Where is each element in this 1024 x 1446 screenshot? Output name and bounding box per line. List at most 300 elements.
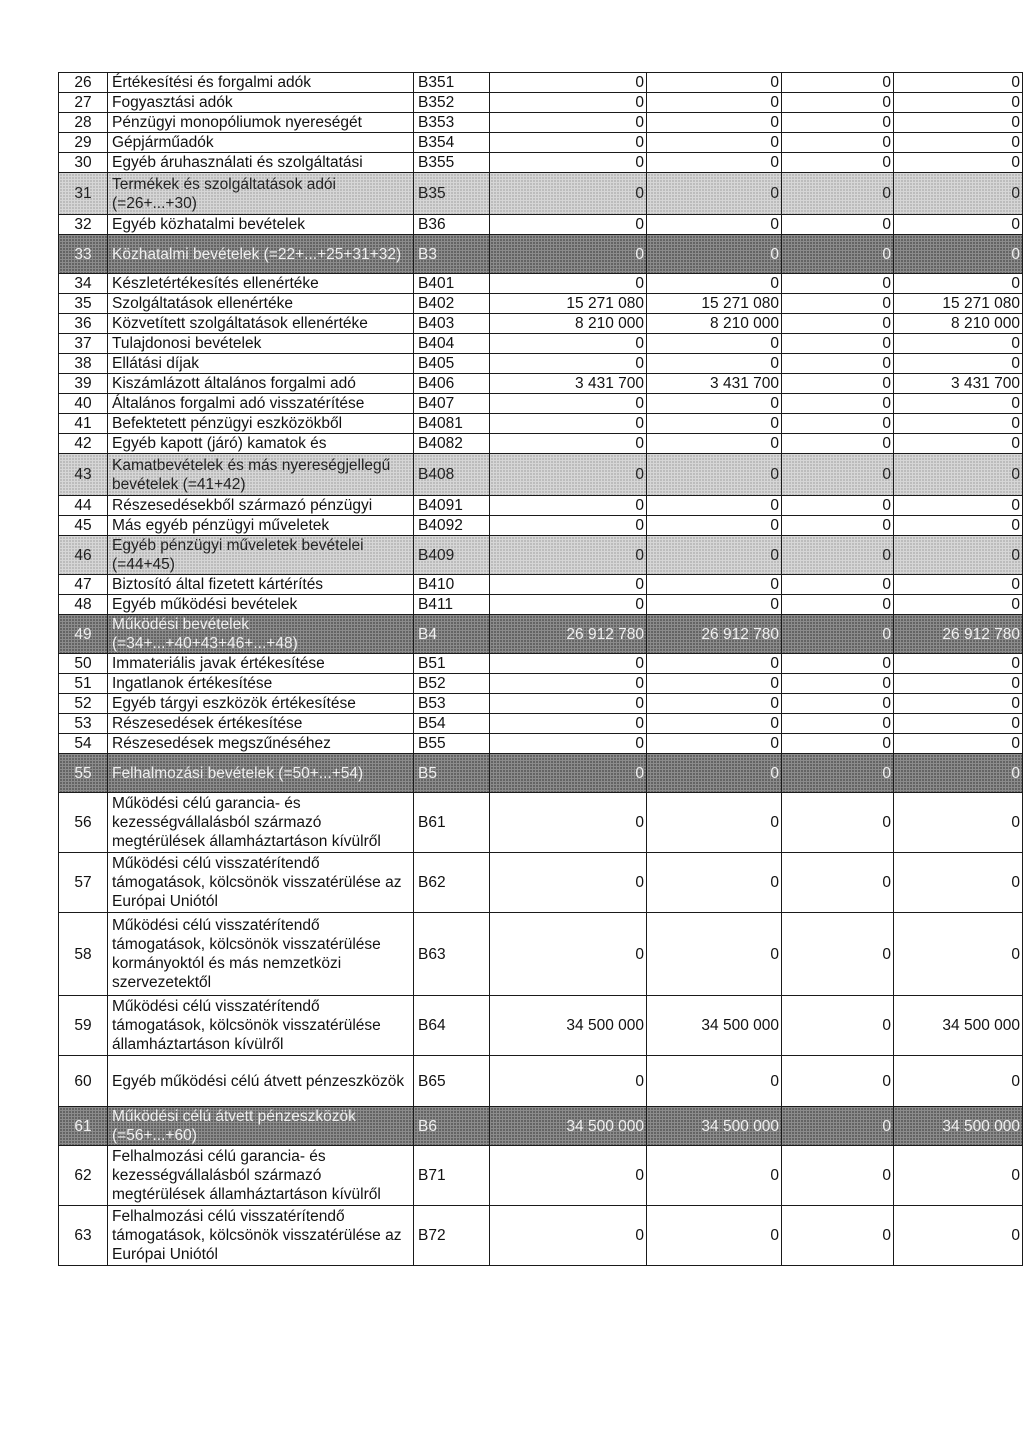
revenue-table bbox=[58, 72, 1023, 1266]
value-col-3: 0 bbox=[782, 414, 894, 434]
value-col-1: 0 bbox=[490, 516, 647, 536]
row-number: 60 bbox=[59, 1056, 108, 1107]
value-col-3: 0 bbox=[782, 314, 894, 334]
value-col-4: 0 bbox=[894, 575, 1023, 595]
row-description: Egyéb kapott (járó) kamatok és bbox=[108, 434, 414, 454]
row-code: B55 bbox=[414, 734, 490, 754]
row-description: Tulajdonosi bevételek bbox=[108, 334, 414, 354]
value-col-2: 15 271 080 bbox=[647, 294, 782, 314]
value-col-2: 0 bbox=[647, 1146, 782, 1206]
row-number: 35 bbox=[59, 294, 108, 314]
row-description: Működési célú visszatérítendő támogatások, kölcsönök visszatérülése kormányoktól és más nemzetközi szervezetektől bbox=[108, 913, 414, 996]
value-col-3: 0 bbox=[782, 1056, 894, 1107]
table-row bbox=[59, 654, 1023, 674]
value-col-1: 0 bbox=[490, 536, 647, 575]
row-description: Fogyasztási adók bbox=[108, 93, 414, 113]
value-col-1: 0 bbox=[490, 454, 647, 496]
row-code: B64 bbox=[414, 996, 490, 1056]
row-code: B4082 bbox=[414, 434, 490, 454]
value-col-3: 0 bbox=[782, 536, 894, 575]
value-col-3: 0 bbox=[782, 996, 894, 1056]
value-col-3: 0 bbox=[782, 93, 894, 113]
value-col-4: 0 bbox=[894, 536, 1023, 575]
table-row bbox=[59, 294, 1023, 314]
row-description: Más egyéb pénzügyi műveletek bbox=[108, 516, 414, 536]
row-number: 38 bbox=[59, 354, 108, 374]
row-number: 44 bbox=[59, 496, 108, 516]
table-row bbox=[59, 1146, 1023, 1206]
value-col-4: 0 bbox=[894, 434, 1023, 454]
table-row bbox=[59, 113, 1023, 133]
value-col-3: 0 bbox=[782, 294, 894, 314]
row-description: Részesedések megszűnéséhez bbox=[108, 734, 414, 754]
row-number: 31 bbox=[59, 173, 108, 215]
value-col-2: 0 bbox=[647, 694, 782, 714]
value-col-3: 0 bbox=[782, 153, 894, 173]
value-col-2: 0 bbox=[647, 496, 782, 516]
value-col-1: 0 bbox=[490, 73, 647, 93]
value-col-4: 34 500 000 bbox=[894, 996, 1023, 1056]
value-col-3: 0 bbox=[782, 454, 894, 496]
value-col-4: 0 bbox=[894, 113, 1023, 133]
value-col-1: 0 bbox=[490, 153, 647, 173]
row-number: 36 bbox=[59, 314, 108, 334]
row-code: B6 bbox=[414, 1107, 490, 1146]
value-col-1: 0 bbox=[490, 394, 647, 414]
value-col-4: 0 bbox=[894, 354, 1023, 374]
value-col-3: 0 bbox=[782, 434, 894, 454]
table-row bbox=[59, 575, 1023, 595]
row-description: Működési célú visszatérítendő támogatások, kölcsönök visszatérülése államháztartáson kívülről bbox=[108, 996, 414, 1056]
value-col-4: 0 bbox=[894, 694, 1023, 714]
value-col-1: 0 bbox=[490, 793, 647, 853]
row-description: Kamatbevételek és más nyereségjellegű bevételek (=41+42) bbox=[108, 454, 414, 496]
row-number: 37 bbox=[59, 334, 108, 354]
value-col-3: 0 bbox=[782, 394, 894, 414]
value-col-4: 0 bbox=[894, 1146, 1023, 1206]
value-col-4: 8 210 000 bbox=[894, 314, 1023, 334]
row-code: B72 bbox=[414, 1206, 490, 1266]
value-col-2: 0 bbox=[647, 414, 782, 434]
value-col-2: 0 bbox=[647, 714, 782, 734]
row-number: 42 bbox=[59, 434, 108, 454]
value-col-1: 0 bbox=[490, 1146, 647, 1206]
row-code: B403 bbox=[414, 314, 490, 334]
row-number: 32 bbox=[59, 215, 108, 235]
row-number: 55 bbox=[59, 754, 108, 793]
value-col-1: 0 bbox=[490, 354, 647, 374]
value-col-1: 0 bbox=[490, 754, 647, 793]
row-description: Közhatalmi bevételek (=22+...+25+31+32) bbox=[108, 235, 414, 274]
value-col-2: 0 bbox=[647, 215, 782, 235]
table-row bbox=[59, 153, 1023, 173]
row-number: 62 bbox=[59, 1146, 108, 1206]
value-col-1: 26 912 780 bbox=[490, 615, 647, 654]
row-description: Felhalmozási bevételek (=50+...+54) bbox=[108, 754, 414, 793]
table-row bbox=[59, 793, 1023, 853]
value-col-4: 0 bbox=[894, 595, 1023, 615]
value-col-3: 0 bbox=[782, 173, 894, 215]
value-col-4: 3 431 700 bbox=[894, 374, 1023, 394]
value-col-3: 0 bbox=[782, 575, 894, 595]
table-row bbox=[59, 516, 1023, 536]
table-row bbox=[59, 93, 1023, 113]
row-code: B411 bbox=[414, 595, 490, 615]
value-col-3: 0 bbox=[782, 215, 894, 235]
value-col-1: 0 bbox=[490, 674, 647, 694]
value-col-2: 0 bbox=[647, 133, 782, 153]
row-description: Működési célú visszatérítendő támogatások, kölcsönök visszatérülése az Európai Uniótól bbox=[108, 853, 414, 913]
row-number: 40 bbox=[59, 394, 108, 414]
row-description: Szolgáltatások ellenértéke bbox=[108, 294, 414, 314]
table-row bbox=[59, 615, 1023, 654]
row-description: Általános forgalmi adó visszatérítése bbox=[108, 394, 414, 414]
value-col-3: 0 bbox=[782, 913, 894, 996]
value-col-3: 0 bbox=[782, 654, 894, 674]
row-number: 27 bbox=[59, 93, 108, 113]
value-col-3: 0 bbox=[782, 133, 894, 153]
row-number: 43 bbox=[59, 454, 108, 496]
row-description: Egyéb tárgyi eszközök értékesítése bbox=[108, 694, 414, 714]
row-code: B62 bbox=[414, 853, 490, 913]
row-number: 34 bbox=[59, 274, 108, 294]
table-row bbox=[59, 314, 1023, 334]
value-col-4: 0 bbox=[894, 516, 1023, 536]
row-description: Felhalmozási célú visszatérítendő támogatások, kölcsönök visszatérülése az Európai Uniótól bbox=[108, 1206, 414, 1266]
value-col-3: 0 bbox=[782, 235, 894, 274]
row-code: B52 bbox=[414, 674, 490, 694]
table-body bbox=[59, 73, 1023, 1266]
row-code: B53 bbox=[414, 694, 490, 714]
value-col-4: 15 271 080 bbox=[894, 294, 1023, 314]
row-number: 26 bbox=[59, 73, 108, 93]
value-col-4: 0 bbox=[894, 674, 1023, 694]
value-col-1: 0 bbox=[490, 575, 647, 595]
value-col-4: 0 bbox=[894, 173, 1023, 215]
row-description: Befektetett pénzügyi eszközökből bbox=[108, 414, 414, 434]
value-col-2: 0 bbox=[647, 1206, 782, 1266]
value-col-2: 0 bbox=[647, 536, 782, 575]
value-col-2: 0 bbox=[647, 274, 782, 294]
value-col-2: 0 bbox=[647, 354, 782, 374]
value-col-4: 0 bbox=[894, 274, 1023, 294]
row-description: Részesedésekből származó pénzügyi bbox=[108, 496, 414, 516]
row-code: B65 bbox=[414, 1056, 490, 1107]
row-description: Működési bevételek (=34+...+40+43+46+...+48) bbox=[108, 615, 414, 654]
table-row bbox=[59, 334, 1023, 354]
table-row bbox=[59, 374, 1023, 394]
value-col-1: 0 bbox=[490, 215, 647, 235]
value-col-2: 0 bbox=[647, 654, 782, 674]
row-code: B35 bbox=[414, 173, 490, 215]
row-number: 46 bbox=[59, 536, 108, 575]
row-number: 48 bbox=[59, 595, 108, 615]
row-description: Egyéb áruhasználati és szolgáltatási bbox=[108, 153, 414, 173]
row-code: B63 bbox=[414, 913, 490, 996]
table-row bbox=[59, 414, 1023, 434]
value-col-3: 0 bbox=[782, 853, 894, 913]
row-description: Termékek és szolgáltatások adói (=26+...+30) bbox=[108, 173, 414, 215]
row-number: 28 bbox=[59, 113, 108, 133]
value-col-4: 0 bbox=[894, 496, 1023, 516]
table-row bbox=[59, 996, 1023, 1056]
row-code: B352 bbox=[414, 93, 490, 113]
table-row bbox=[59, 215, 1023, 235]
value-col-4: 0 bbox=[894, 133, 1023, 153]
value-col-2: 0 bbox=[647, 434, 782, 454]
value-col-3: 0 bbox=[782, 1146, 894, 1206]
row-description: Egyéb működési célú átvett pénzeszközök bbox=[108, 1056, 414, 1107]
row-code: B408 bbox=[414, 454, 490, 496]
value-col-1: 0 bbox=[490, 414, 647, 434]
value-col-3: 0 bbox=[782, 374, 894, 394]
value-col-1: 0 bbox=[490, 93, 647, 113]
row-number: 33 bbox=[59, 235, 108, 274]
table-row bbox=[59, 595, 1023, 615]
value-col-4: 0 bbox=[894, 414, 1023, 434]
row-number: 52 bbox=[59, 694, 108, 714]
value-col-3: 0 bbox=[782, 274, 894, 294]
row-description: Pénzügyi monopóliumok nyereségét bbox=[108, 113, 414, 133]
row-code: B402 bbox=[414, 294, 490, 314]
value-col-2: 0 bbox=[647, 173, 782, 215]
row-code: B354 bbox=[414, 133, 490, 153]
row-code: B353 bbox=[414, 113, 490, 133]
table-row bbox=[59, 853, 1023, 913]
value-col-1: 0 bbox=[490, 694, 647, 714]
table-row bbox=[59, 1056, 1023, 1107]
value-col-1: 8 210 000 bbox=[490, 314, 647, 334]
row-number: 47 bbox=[59, 575, 108, 595]
value-col-2: 0 bbox=[647, 394, 782, 414]
value-col-2: 0 bbox=[647, 734, 782, 754]
value-col-2: 0 bbox=[647, 1056, 782, 1107]
table-row bbox=[59, 274, 1023, 294]
value-col-4: 0 bbox=[894, 454, 1023, 496]
value-col-3: 0 bbox=[782, 674, 894, 694]
value-col-4: 34 500 000 bbox=[894, 1107, 1023, 1146]
row-description: Közvetített szolgáltatások ellenértéke bbox=[108, 314, 414, 334]
value-col-3: 0 bbox=[782, 1107, 894, 1146]
value-col-4: 0 bbox=[894, 215, 1023, 235]
value-col-1: 0 bbox=[490, 1206, 647, 1266]
row-code: B407 bbox=[414, 394, 490, 414]
value-col-2: 0 bbox=[647, 153, 782, 173]
value-col-4: 0 bbox=[894, 153, 1023, 173]
row-code: B4092 bbox=[414, 516, 490, 536]
value-col-4: 0 bbox=[894, 93, 1023, 113]
value-col-2: 0 bbox=[647, 853, 782, 913]
value-col-2: 0 bbox=[647, 113, 782, 133]
row-number: 29 bbox=[59, 133, 108, 153]
value-col-1: 0 bbox=[490, 113, 647, 133]
table-row bbox=[59, 913, 1023, 996]
value-col-1: 0 bbox=[490, 595, 647, 615]
value-col-1: 0 bbox=[490, 434, 647, 454]
row-code: B409 bbox=[414, 536, 490, 575]
value-col-2: 8 210 000 bbox=[647, 314, 782, 334]
row-description: Ellátási díjak bbox=[108, 354, 414, 374]
value-col-1: 0 bbox=[490, 274, 647, 294]
row-code: B5 bbox=[414, 754, 490, 793]
table-row bbox=[59, 1206, 1023, 1266]
table-row bbox=[59, 714, 1023, 734]
row-code: B405 bbox=[414, 354, 490, 374]
value-col-1: 0 bbox=[490, 496, 647, 516]
budget-table-sheet bbox=[58, 72, 1020, 1266]
value-col-2: 0 bbox=[647, 235, 782, 274]
row-description: Biztosító által fizetett kártérítés bbox=[108, 575, 414, 595]
row-code: B410 bbox=[414, 575, 490, 595]
value-col-4: 0 bbox=[894, 853, 1023, 913]
value-col-4: 0 bbox=[894, 754, 1023, 793]
value-col-4: 0 bbox=[894, 913, 1023, 996]
row-number: 30 bbox=[59, 153, 108, 173]
table-row bbox=[59, 496, 1023, 516]
row-code: B4091 bbox=[414, 496, 490, 516]
value-col-2: 0 bbox=[647, 516, 782, 536]
table-row bbox=[59, 73, 1023, 93]
row-number: 63 bbox=[59, 1206, 108, 1266]
value-col-3: 0 bbox=[782, 595, 894, 615]
row-number: 59 bbox=[59, 996, 108, 1056]
value-col-1: 3 431 700 bbox=[490, 374, 647, 394]
row-description: Részesedések értékesítése bbox=[108, 714, 414, 734]
value-col-2: 3 431 700 bbox=[647, 374, 782, 394]
table-row bbox=[59, 694, 1023, 714]
row-code: B61 bbox=[414, 793, 490, 853]
value-col-1: 15 271 080 bbox=[490, 294, 647, 314]
value-col-2: 0 bbox=[647, 93, 782, 113]
row-code: B355 bbox=[414, 153, 490, 173]
row-description: Felhalmozási célú garancia- és kezességvállalásból származó megtérülések államháztartáson kívülről bbox=[108, 1146, 414, 1206]
value-col-4: 0 bbox=[894, 235, 1023, 274]
row-number: 58 bbox=[59, 913, 108, 996]
row-description: Egyéb közhatalmi bevételek bbox=[108, 215, 414, 235]
value-col-3: 0 bbox=[782, 793, 894, 853]
value-col-1: 0 bbox=[490, 1056, 647, 1107]
value-col-3: 0 bbox=[782, 354, 894, 374]
row-number: 45 bbox=[59, 516, 108, 536]
table-row bbox=[59, 734, 1023, 754]
row-code: B401 bbox=[414, 274, 490, 294]
row-number: 49 bbox=[59, 615, 108, 654]
value-col-1: 0 bbox=[490, 654, 647, 674]
value-col-4: 0 bbox=[894, 654, 1023, 674]
row-code: B4081 bbox=[414, 414, 490, 434]
table-row bbox=[59, 434, 1023, 454]
row-code: B404 bbox=[414, 334, 490, 354]
value-col-1: 0 bbox=[490, 913, 647, 996]
row-number: 50 bbox=[59, 654, 108, 674]
row-description: Működési célú garancia- és kezességvállalásból származó megtérülések államháztartáson kívülről bbox=[108, 793, 414, 853]
table-row bbox=[59, 674, 1023, 694]
row-description: Ingatlanok értékesítése bbox=[108, 674, 414, 694]
value-col-2: 0 bbox=[647, 334, 782, 354]
value-col-3: 0 bbox=[782, 714, 894, 734]
value-col-3: 0 bbox=[782, 615, 894, 654]
row-description: Működési célú átvett pénzeszközök (=56+...+60) bbox=[108, 1107, 414, 1146]
row-number: 54 bbox=[59, 734, 108, 754]
value-col-3: 0 bbox=[782, 516, 894, 536]
value-col-4: 0 bbox=[894, 334, 1023, 354]
value-col-1: 0 bbox=[490, 734, 647, 754]
row-number: 57 bbox=[59, 853, 108, 913]
value-col-2: 0 bbox=[647, 454, 782, 496]
value-col-2: 26 912 780 bbox=[647, 615, 782, 654]
table-row bbox=[59, 536, 1023, 575]
value-col-1: 34 500 000 bbox=[490, 1107, 647, 1146]
row-code: B36 bbox=[414, 215, 490, 235]
value-col-2: 0 bbox=[647, 674, 782, 694]
row-number: 41 bbox=[59, 414, 108, 434]
row-code: B351 bbox=[414, 73, 490, 93]
value-col-3: 0 bbox=[782, 73, 894, 93]
row-description: Egyéb pénzügyi műveletek bevételei (=44+45) bbox=[108, 536, 414, 575]
row-number: 51 bbox=[59, 674, 108, 694]
row-code: B406 bbox=[414, 374, 490, 394]
row-code: B51 bbox=[414, 654, 490, 674]
value-col-2: 0 bbox=[647, 73, 782, 93]
row-number: 61 bbox=[59, 1107, 108, 1146]
row-code: B3 bbox=[414, 235, 490, 274]
row-description: Kiszámlázott általános forgalmi adó bbox=[108, 374, 414, 394]
row-description: Immateriális javak értékesítése bbox=[108, 654, 414, 674]
value-col-1: 0 bbox=[490, 173, 647, 215]
table-row bbox=[59, 173, 1023, 215]
value-col-1: 0 bbox=[490, 334, 647, 354]
row-description: Értékesítési és forgalmi adók bbox=[108, 73, 414, 93]
value-col-3: 0 bbox=[782, 334, 894, 354]
table-row bbox=[59, 235, 1023, 274]
value-col-2: 0 bbox=[647, 793, 782, 853]
value-col-4: 26 912 780 bbox=[894, 615, 1023, 654]
value-col-1: 0 bbox=[490, 133, 647, 153]
value-col-1: 0 bbox=[490, 235, 647, 274]
value-col-2: 34 500 000 bbox=[647, 996, 782, 1056]
value-col-2: 0 bbox=[647, 754, 782, 793]
value-col-3: 0 bbox=[782, 694, 894, 714]
value-col-3: 0 bbox=[782, 496, 894, 516]
value-col-3: 0 bbox=[782, 113, 894, 133]
value-col-4: 0 bbox=[894, 1206, 1023, 1266]
table-row bbox=[59, 354, 1023, 374]
row-code: B71 bbox=[414, 1146, 490, 1206]
value-col-4: 0 bbox=[894, 734, 1023, 754]
row-description: Gépjárműadók bbox=[108, 133, 414, 153]
value-col-3: 0 bbox=[782, 734, 894, 754]
value-col-2: 0 bbox=[647, 913, 782, 996]
row-description: Egyéb működési bevételek bbox=[108, 595, 414, 615]
table-row bbox=[59, 133, 1023, 153]
value-col-3: 0 bbox=[782, 1206, 894, 1266]
row-number: 53 bbox=[59, 714, 108, 734]
table-row bbox=[59, 454, 1023, 496]
value-col-2: 0 bbox=[647, 575, 782, 595]
value-col-2: 34 500 000 bbox=[647, 1107, 782, 1146]
row-number: 56 bbox=[59, 793, 108, 853]
table-row bbox=[59, 754, 1023, 793]
table-row bbox=[59, 394, 1023, 414]
value-col-4: 0 bbox=[894, 793, 1023, 853]
value-col-2: 0 bbox=[647, 595, 782, 615]
value-col-1: 34 500 000 bbox=[490, 996, 647, 1056]
value-col-3: 0 bbox=[782, 754, 894, 793]
value-col-4: 0 bbox=[894, 1056, 1023, 1107]
value-col-4: 0 bbox=[894, 714, 1023, 734]
row-description: Készletértékesítés ellenértéke bbox=[108, 274, 414, 294]
row-number: 39 bbox=[59, 374, 108, 394]
